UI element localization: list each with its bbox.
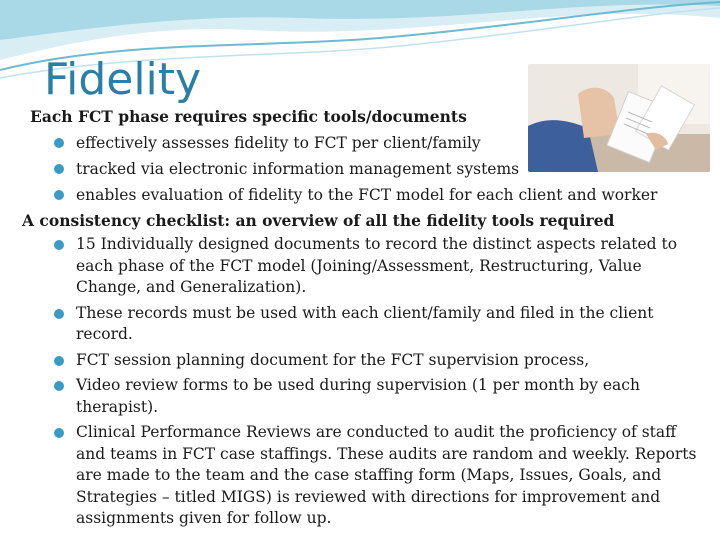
checklist-bullet-list [22, 234, 702, 530]
bullet-icon [54, 240, 64, 250]
list-item: Clinical Performance Reviews are conducted to audit the proficiency of staff and teams in FCT case staffings. These audits are random and weekly. Reports are made to the team and the case staffing form (Maps, Issues, Goals, and Strategies – titled MIGS) is reviewed with directions for improvement and assignments given for follow up. [54, 422, 702, 530]
bullet-icon [54, 190, 64, 200]
section-heading-checklist: A consistency checklist: an overview of all the fidelity tools required [22, 211, 615, 230]
list-item: These records must be used with each client/family and filed in the client record. [54, 303, 702, 346]
bullet-icon [54, 428, 64, 438]
bullet-icon [54, 309, 64, 319]
list-item: Video review forms to be used during supervision (1 per month by each therapist). [54, 375, 702, 418]
tools-bullet-list [22, 130, 702, 208]
bullet-icon [54, 356, 64, 366]
bullet-icon [54, 138, 64, 148]
bullet-icon [54, 164, 64, 174]
slide-content [22, 104, 702, 534]
list-item: FCT session planning document for the FCT supervision process, [54, 350, 702, 372]
list-item: tracked via electronic information management systems [54, 156, 702, 182]
list-item: effectively assesses fidelity to FCT per client/family [54, 130, 702, 156]
slide-title: Fidelity [44, 54, 202, 105]
list-item: 15 Individually designed documents to record the distinct aspects related to each phase of the FCT model (Joining/Assessment, Restructuring, Value Change, and Generalization). [54, 234, 702, 299]
bullet-icon [54, 381, 64, 391]
section-heading-tools: Each FCT phase requires specific tools/documents [30, 107, 467, 126]
list-item: enables evaluation of fidelity to the FCT model for each client and worker [54, 182, 702, 208]
